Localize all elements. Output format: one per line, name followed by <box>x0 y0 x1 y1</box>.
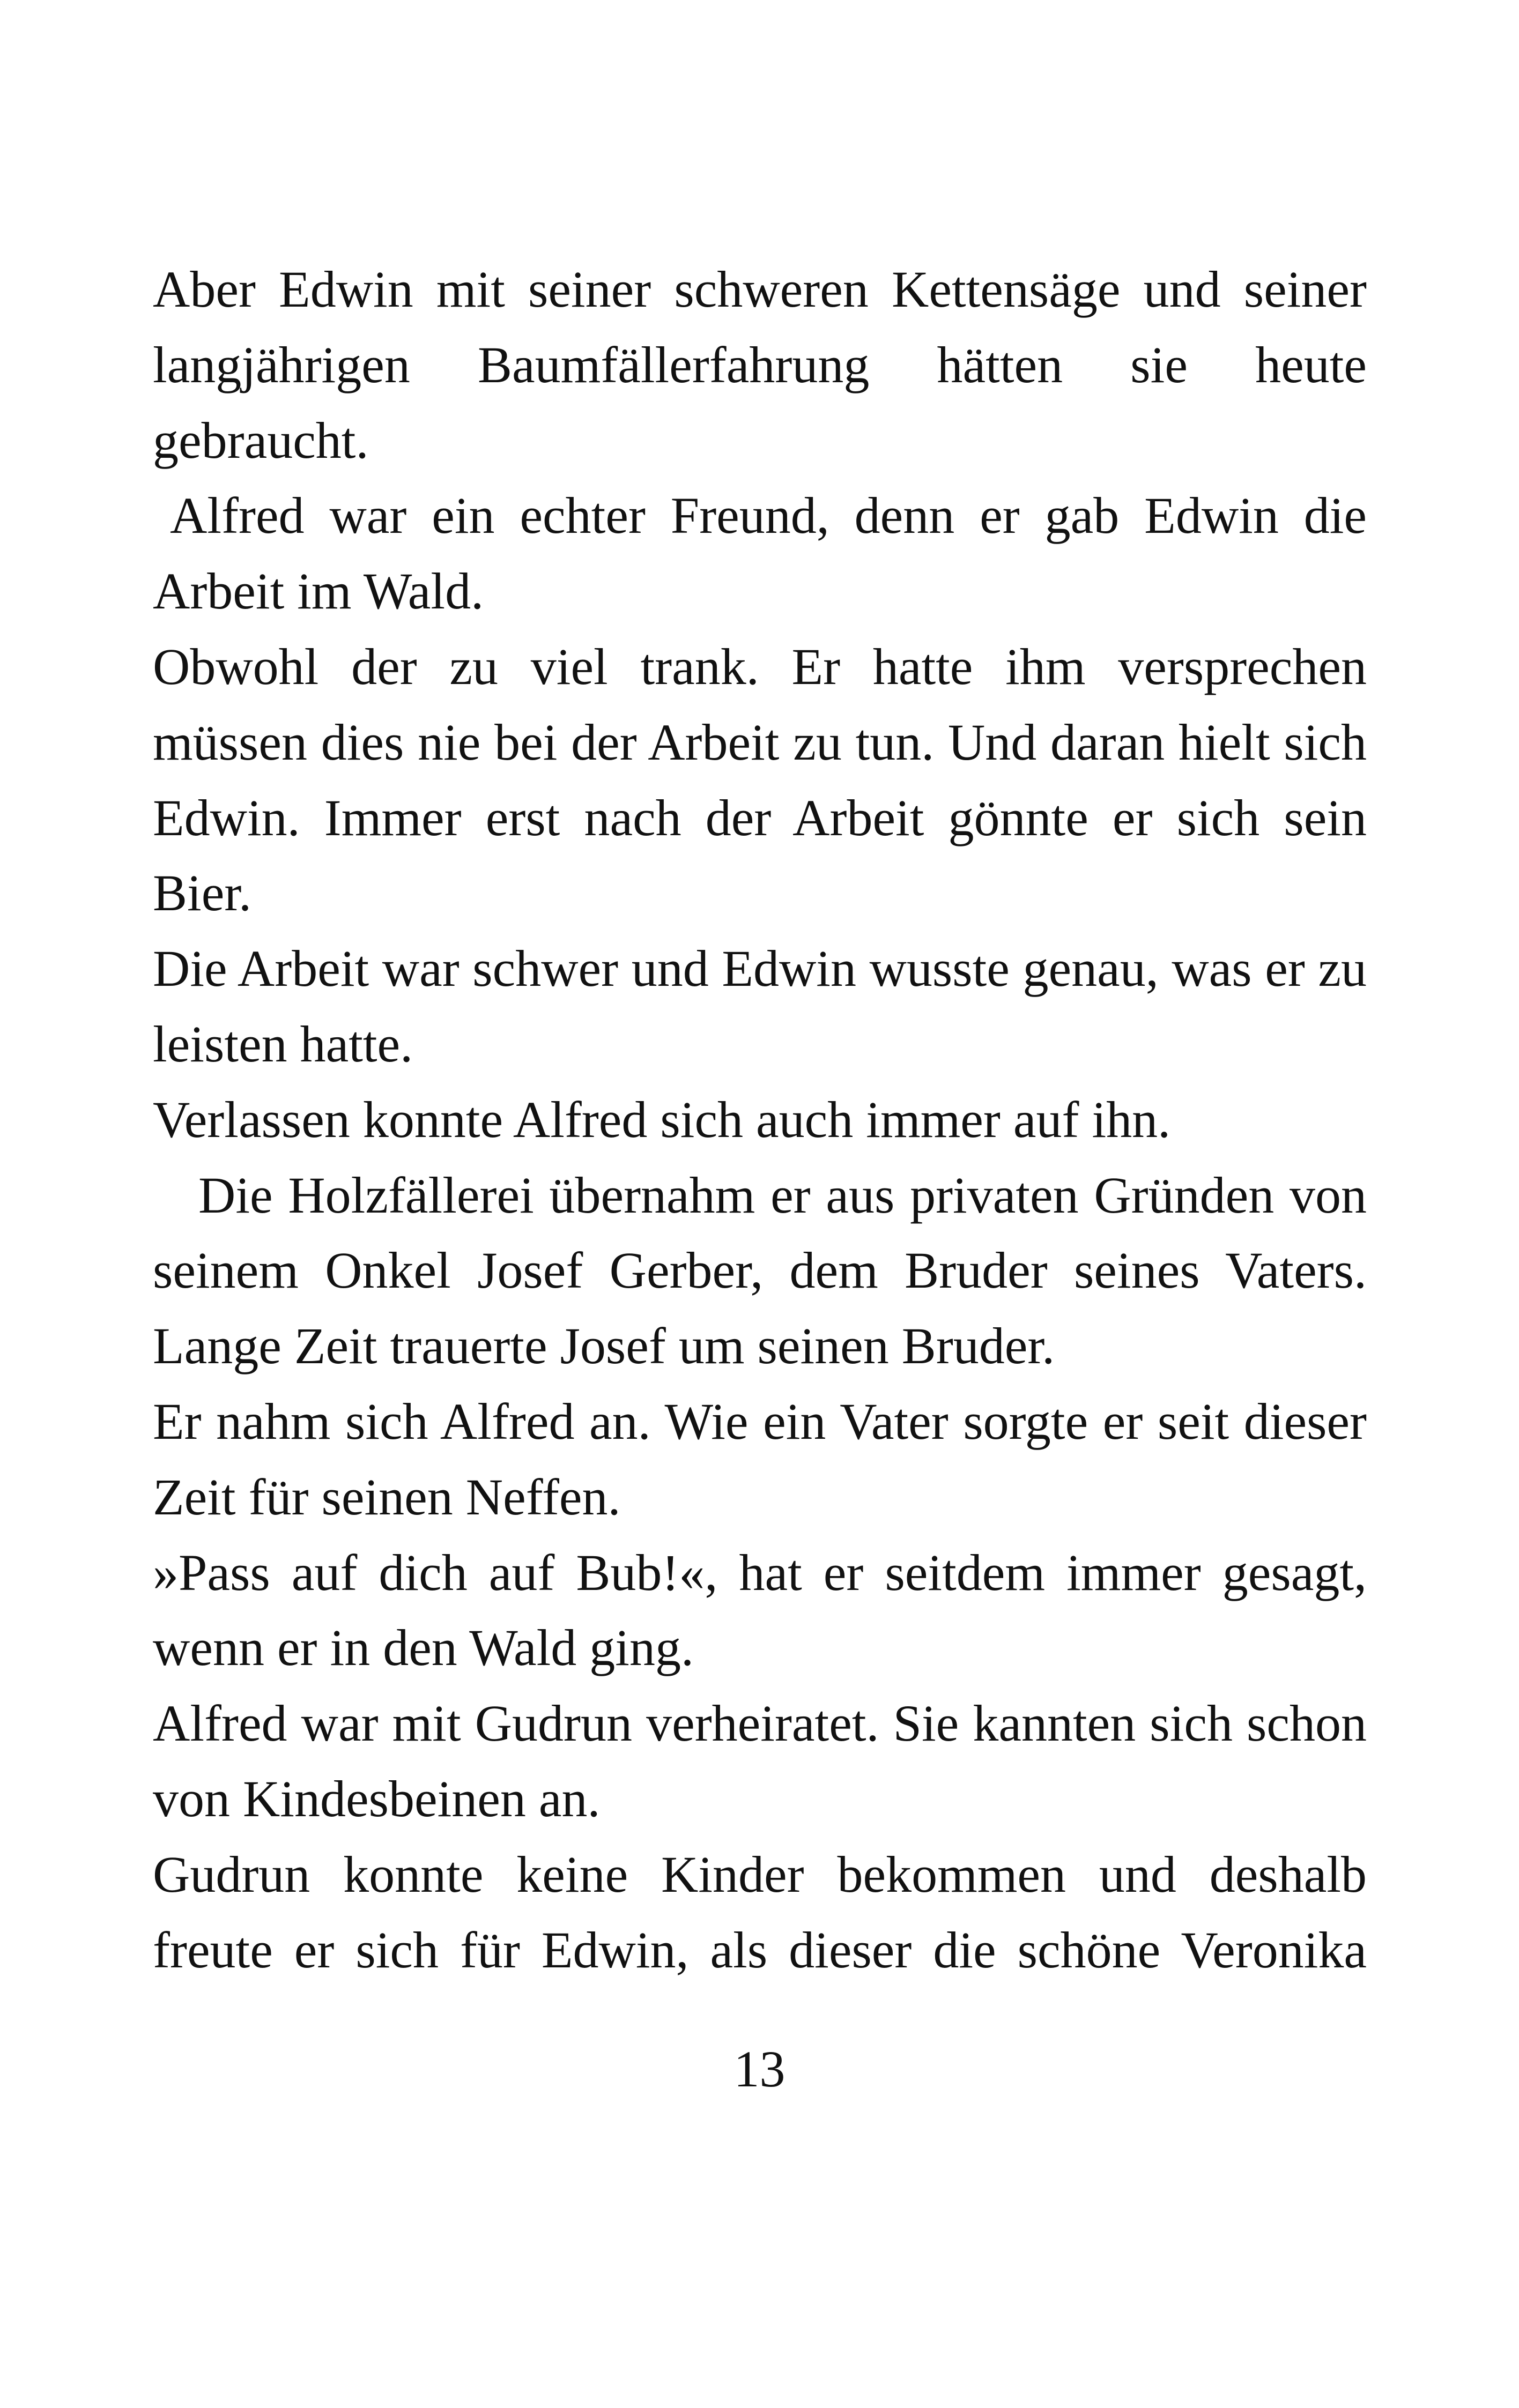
page-number: 13 <box>733 2040 786 2098</box>
paragraph: Alfred war ein echter Freund, denn er gab Edwin die Arbeit im Wald. <box>153 487 1367 620</box>
paragraph: »Pass auf dich auf Bub!«, hat er seitdem immer gesagt, wenn er in den Wald ging. <box>153 1543 1367 1677</box>
paragraph: Die Holzfällerei übernahm er aus privaten Gründen von seinem Onkel Josef Gerber, dem Bruder seines Vaters. Lange Zeit trauerte Josef um seinen Bruder. <box>153 1166 1367 1375</box>
paragraph: Obwohl der zu viel trank. Er hatte ihm versprechen müssen dies nie bei der Arbeit zu tun. Und daran hielt sich Edwin. Immer erst nach der Arbeit gönnte er sich sein Bier. <box>153 637 1367 922</box>
paragraph: Die Arbeit war schwer und Edwin wusste genau, was er zu leisten hatte. <box>153 940 1367 1073</box>
paragraph: Gudrun konnte keine Kinder bekommen und deshalb freute er sich für Edwin, als dieser die schöne Veronika <box>153 1845 1367 1979</box>
paragraph: Alfred war mit Gudrun verheiratet. Sie kannten sich schon von Kindesbeinen an. <box>153 1694 1367 1827</box>
paragraph: Aber Edwin mit seiner schweren Kettensäge und seiner langjährigen Baumfällerfahrung hätten sie heute gebraucht. <box>153 261 1367 469</box>
paragraph: Er nahm sich Alfred an. Wie ein Vater sorgte er seit dieser Zeit für seinen Neffen. <box>153 1392 1367 1526</box>
paragraph: Verlassen konnte Alfred sich auch immer auf ihn. <box>153 1090 1171 1148</box>
page-body <box>153 252 1367 1988</box>
